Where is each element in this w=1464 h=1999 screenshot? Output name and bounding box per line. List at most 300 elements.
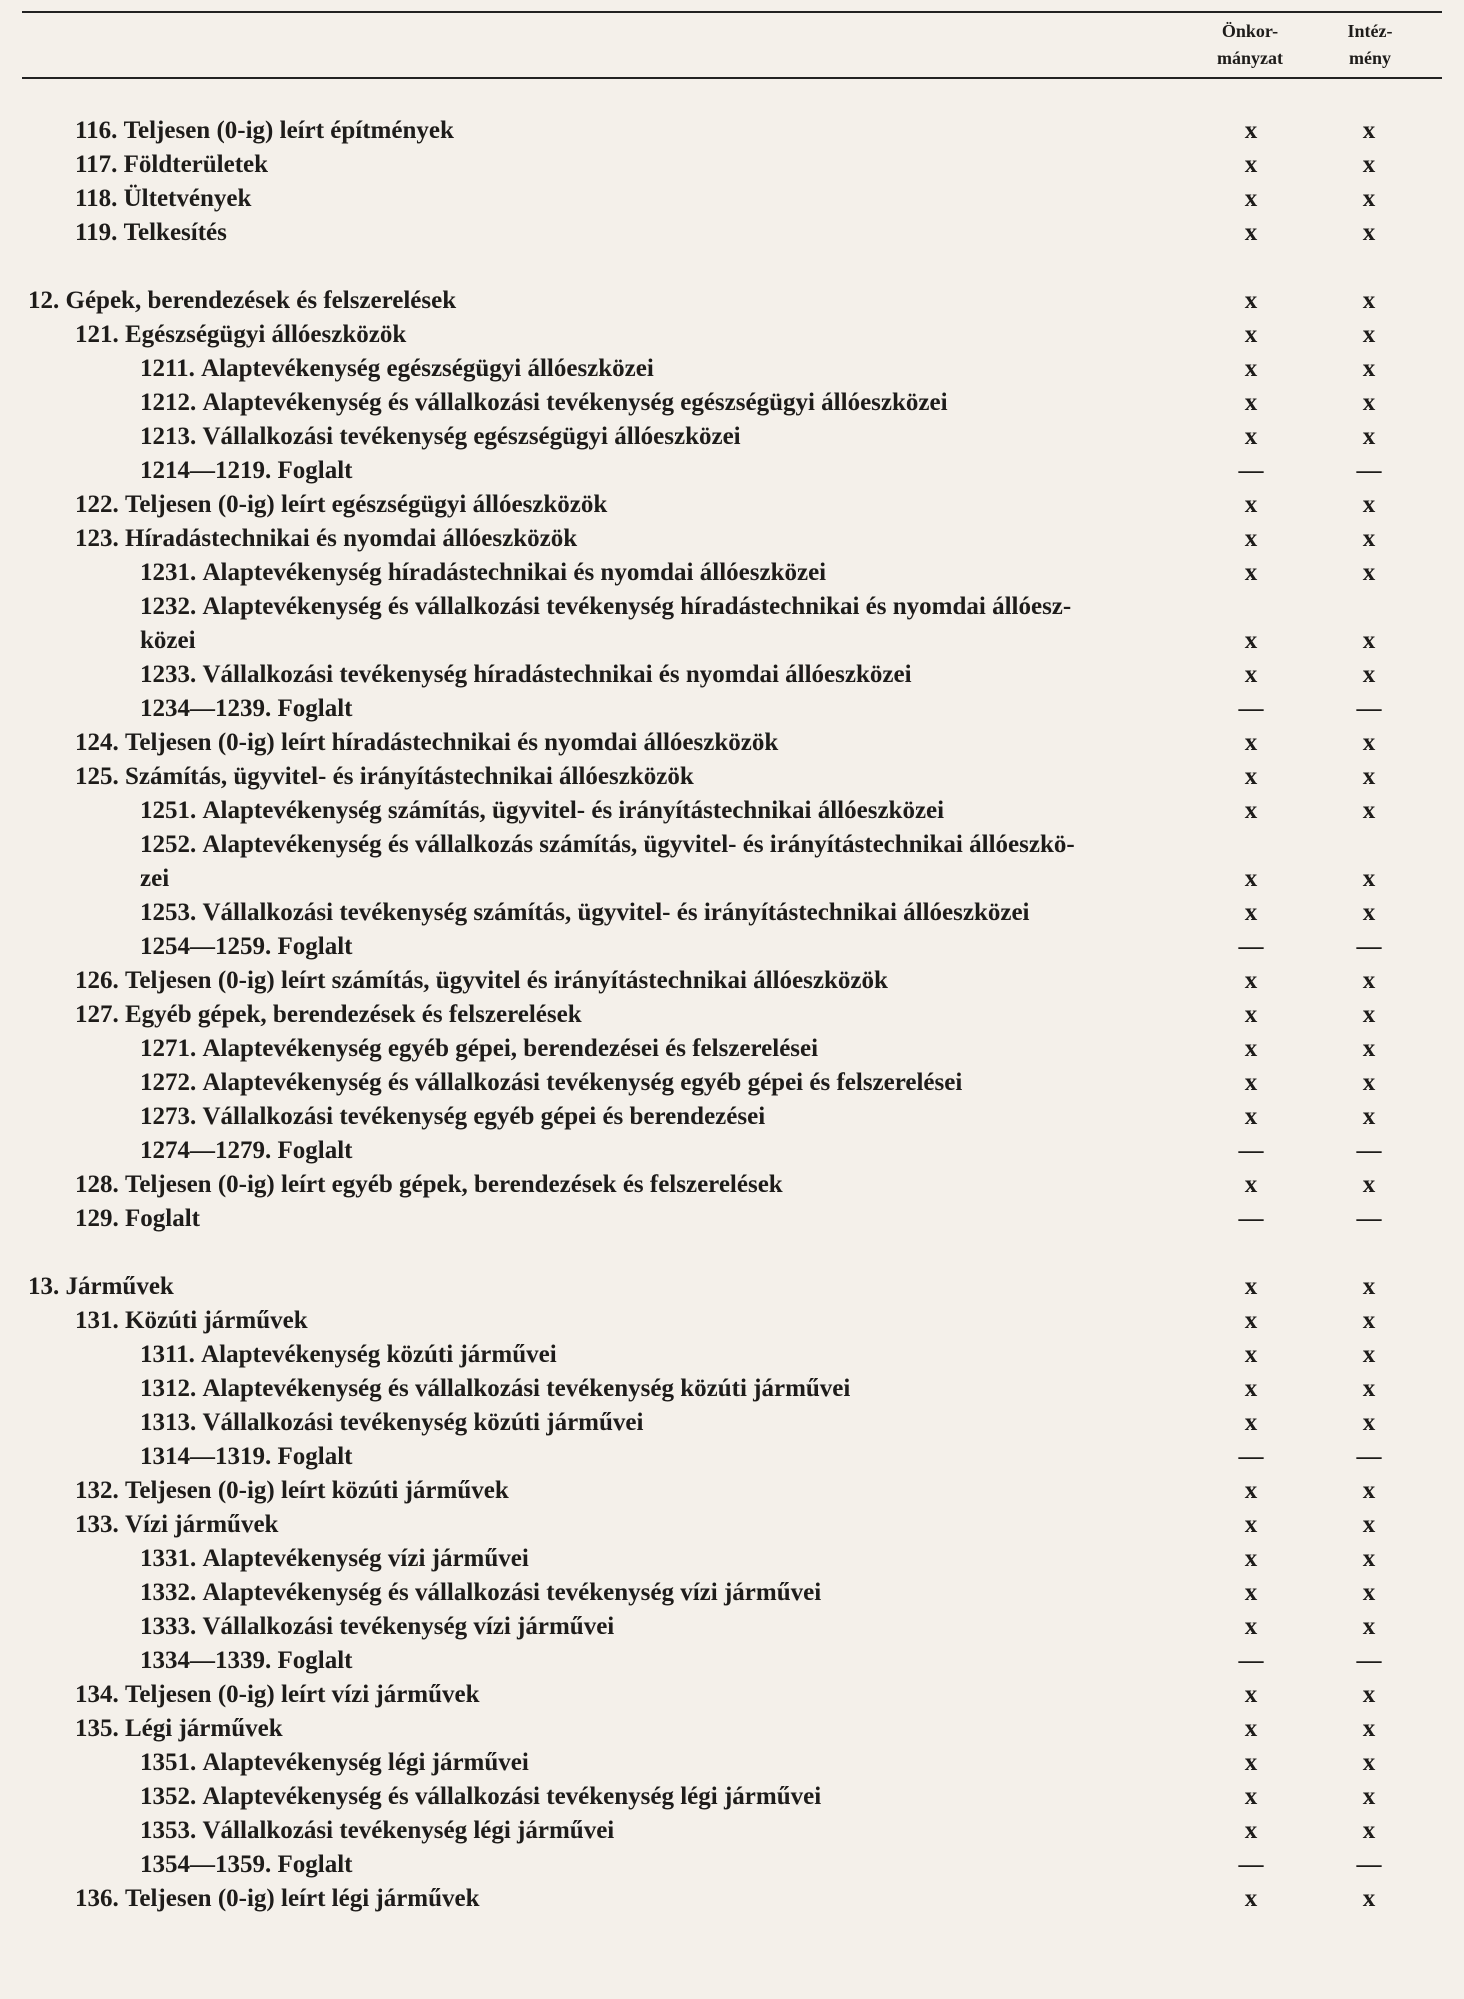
intezmeny-mark: x: [1362, 1273, 1376, 1300]
onkormanyzat-mark: x: [1244, 1783, 1258, 1810]
onkormanyzat-mark: x: [1244, 1817, 1258, 1844]
item-text: Teljesen (0-ig) leírt építmények: [123, 117, 454, 144]
item-label: [75, 1202, 200, 1236]
onkormanyzat-mark: x: [1244, 967, 1258, 994]
intezmeny-mark: x: [1362, 1885, 1376, 1912]
intezmeny-mark: x: [1362, 1681, 1376, 1708]
onkormanyzat-mark: x: [1244, 1681, 1258, 1708]
intezmeny-mark: x: [1362, 1307, 1376, 1334]
item-code: 1254—1259.: [140, 933, 272, 960]
intezmeny-mark: —: [1356, 1851, 1382, 1878]
item-code: 1312.: [140, 1375, 197, 1402]
header-rule: [22, 77, 1442, 79]
intezmeny-mark: x: [1362, 1817, 1376, 1844]
item-text: Légi járművek: [125, 1715, 283, 1742]
list-item: [0, 658, 1464, 692]
intezmeny-mark: x: [1362, 729, 1376, 756]
intezmeny-mark: x: [1362, 1715, 1376, 1742]
item-text: Vállalkozási tevékenység híradástechnikai és nyomdai állóeszközei: [202, 661, 912, 688]
item-text: Alaptevékenység és vállalkozási tevékenység egyéb gépei és felszerelései: [202, 1069, 963, 1096]
item-text: Alaptevékenység légi járművei: [202, 1749, 529, 1776]
list-item: [0, 1746, 1464, 1780]
item-code: 126.: [75, 967, 119, 994]
item-code: 122.: [75, 491, 119, 518]
list-item: [0, 1678, 1464, 1712]
onkormanyzat-mark: x: [1244, 1069, 1258, 1096]
item-code: 1352.: [140, 1783, 197, 1810]
list-item: [0, 590, 1464, 658]
list-item: [0, 1406, 1464, 1440]
list-item: [0, 454, 1464, 488]
item-label: [140, 1406, 643, 1440]
top-rule: [22, 11, 1442, 13]
intezmeny-mark: x: [1362, 559, 1376, 586]
item-text: Földterületek: [123, 151, 269, 178]
item-text: Alaptevékenység egészségügyi állóeszközei: [201, 355, 654, 382]
onkormanyzat-mark: x: [1244, 1477, 1258, 1504]
item-text: Alaptevékenység vízi járművei: [202, 1545, 529, 1572]
item-code: 119.: [75, 219, 118, 246]
intezmeny-mark: x: [1362, 1613, 1376, 1640]
item-label: [140, 1780, 821, 1814]
intezmeny-mark: x: [1362, 185, 1376, 212]
item-text: Alaptevékenység és vállalkozási tevékenység vízi járművei: [202, 1579, 822, 1606]
item-label: [75, 522, 577, 556]
item-code: 1311.: [140, 1341, 195, 1368]
item-code: 135.: [75, 1715, 119, 1742]
onkormanyzat-mark: x: [1244, 1409, 1258, 1436]
onkormanyzat-mark: —: [1238, 1443, 1264, 1470]
item-text: Közúti járművek: [125, 1307, 308, 1334]
onkormanyzat-mark: x: [1244, 627, 1258, 654]
list-item: [0, 1576, 1464, 1610]
item-code: 1272.: [140, 1069, 197, 1096]
onkormanyzat-mark: x: [1244, 729, 1258, 756]
item-code: 1232.: [140, 593, 197, 620]
item-label: [140, 1032, 818, 1066]
list-item: [0, 1610, 1464, 1644]
list-item: [0, 828, 1464, 896]
item-text: Vízi járművek: [125, 1511, 279, 1538]
intezmeny-mark: x: [1362, 1783, 1376, 1810]
item-code: 125.: [75, 763, 119, 790]
list-item: [0, 1202, 1464, 1236]
item-label: [75, 1508, 278, 1542]
list-item: [0, 1032, 1464, 1066]
item-label: [140, 1372, 850, 1406]
item-label: [75, 148, 268, 182]
item-text: Teljesen (0-ig) leírt híradástechnikai és nyomdai állóeszközök: [125, 729, 779, 756]
onkormanyzat-mark: x: [1244, 219, 1258, 246]
item-label: [75, 760, 694, 794]
list-item: [0, 1882, 1464, 1916]
item-label: [140, 896, 1030, 930]
account-list: [0, 114, 1464, 1916]
onkormanyzat-mark: x: [1244, 559, 1258, 586]
item-code: 136.: [75, 1885, 119, 1912]
onkormanyzat-mark: x: [1244, 525, 1258, 552]
item-label: [75, 1882, 480, 1916]
list-item: [0, 148, 1464, 182]
list-item: [0, 1780, 1464, 1814]
item-text: Alaptevékenység híradástechnikai és nyomdai állóeszközei: [202, 559, 827, 586]
list-item: [0, 1304, 1464, 1338]
intezmeny-mark: x: [1362, 355, 1376, 382]
item-text: Vállalkozási tevékenység számítás, ügyvitel- és irányítástechnikai állóeszközei: [202, 899, 1030, 926]
onkormanyzat-mark: x: [1244, 117, 1258, 144]
item-label: [75, 998, 582, 1032]
item-text: Foglalt: [277, 695, 353, 722]
onkormanyzat-mark: x: [1244, 797, 1258, 824]
item-label: [140, 1066, 962, 1100]
item-text: Alaptevékenység és vállalkozási tevékenység híradástechnikai és nyomdai állóesz-: [202, 593, 1072, 620]
list-item: [0, 1542, 1464, 1576]
list-item: [0, 1474, 1464, 1508]
list-item: [0, 794, 1464, 828]
intezmeny-mark: —: [1356, 1205, 1382, 1232]
item-code: 133.: [75, 1511, 119, 1538]
item-text: Alaptevékenység és vállalkozási tevékenység légi járművei: [202, 1783, 822, 1810]
item-code: 129.: [75, 1205, 119, 1232]
item-code: 117.: [75, 151, 118, 178]
onkormanyzat-mark: x: [1244, 1511, 1258, 1538]
list-item: [0, 1848, 1464, 1882]
item-label: [75, 1168, 783, 1202]
onkormanyzat-mark: x: [1244, 1579, 1258, 1606]
intezmeny-mark: x: [1362, 219, 1376, 246]
item-code: 1214—1219.: [140, 457, 272, 484]
onkormanyzat-mark: x: [1244, 355, 1258, 382]
item-code: 134.: [75, 1681, 119, 1708]
item-text: Foglalt: [277, 1443, 353, 1470]
intezmeny-mark: —: [1356, 1443, 1382, 1470]
intezmeny-mark: x: [1362, 865, 1376, 892]
list-item: [0, 386, 1464, 420]
item-text: Híradástechnikai és nyomdai állóeszközök: [125, 525, 578, 552]
item-text: Járművek: [65, 1273, 174, 1300]
intezmeny-mark: x: [1362, 1579, 1376, 1606]
item-text: Vállalkozási tevékenység vízi járművei: [202, 1613, 615, 1640]
item-code: 132.: [75, 1477, 119, 1504]
intezmeny-mark: x: [1362, 151, 1376, 178]
intezmeny-mark: —: [1356, 1647, 1382, 1674]
item-text: Teljesen (0-ig) leírt vízi járművek: [125, 1681, 480, 1708]
list-item: [0, 760, 1464, 794]
item-code: 1273.: [140, 1103, 197, 1130]
list-item: [0, 1508, 1464, 1542]
item-label: [140, 1848, 353, 1882]
onkormanyzat-mark: —: [1238, 1851, 1264, 1878]
item-text: Ültetvények: [123, 185, 252, 212]
item-text: Foglalt: [277, 1647, 353, 1674]
item-label: [140, 1746, 529, 1780]
item-code: 127.: [75, 1001, 119, 1028]
item-text-continuation: közei: [140, 627, 196, 654]
item-label: [140, 828, 1075, 892]
list-item: [0, 488, 1464, 522]
intezmeny-mark: x: [1362, 525, 1376, 552]
intezmeny-mark: x: [1362, 1375, 1376, 1402]
intezmeny-mark: x: [1362, 389, 1376, 416]
item-label: [140, 556, 826, 590]
list-item: [0, 1440, 1464, 1474]
item-code: 1314—1319.: [140, 1443, 272, 1470]
item-code: 1231.: [140, 559, 197, 586]
item-label: [75, 964, 888, 998]
intezmeny-mark: x: [1362, 1171, 1376, 1198]
item-code: 1331.: [140, 1545, 197, 1572]
item-text: Foglalt: [277, 457, 353, 484]
list-item: [0, 726, 1464, 760]
intezmeny-mark: —: [1356, 457, 1382, 484]
list-item: [0, 1100, 1464, 1134]
item-label: [75, 318, 406, 352]
intezmeny-mark: —: [1356, 933, 1382, 960]
onkormanyzat-mark: x: [1244, 287, 1258, 314]
onkormanyzat-mark: x: [1244, 1613, 1258, 1640]
item-code: 128.: [75, 1171, 119, 1198]
item-code: 1313.: [140, 1409, 197, 1436]
onkormanyzat-mark: x: [1244, 1545, 1258, 1572]
onkormanyzat-mark: —: [1238, 1647, 1264, 1674]
onkormanyzat-mark: x: [1244, 865, 1258, 892]
item-label: [75, 1678, 480, 1712]
intezmeny-mark: x: [1362, 321, 1376, 348]
item-text: Foglalt: [125, 1205, 200, 1232]
item-text: Foglalt: [277, 1137, 353, 1164]
list-item: [0, 522, 1464, 556]
item-label: [140, 794, 944, 828]
item-label: [75, 1474, 509, 1508]
item-label: [140, 1100, 765, 1134]
item-label: [140, 1814, 614, 1848]
item-code: 1211.: [140, 355, 195, 382]
onkormanyzat-mark: x: [1244, 1341, 1258, 1368]
onkormanyzat-mark: x: [1244, 321, 1258, 348]
intezmeny-mark: x: [1362, 1001, 1376, 1028]
item-code: 1252.: [140, 831, 197, 858]
list-item: [0, 1270, 1464, 1304]
item-label: [75, 182, 251, 216]
list-item: [0, 114, 1464, 148]
intezmeny-mark: x: [1362, 491, 1376, 518]
intezmeny-mark: x: [1362, 1035, 1376, 1062]
section-spacer: [0, 250, 1464, 284]
onkormanyzat-mark: x: [1244, 491, 1258, 518]
item-code: 1212.: [140, 389, 197, 416]
onkormanyzat-mark: x: [1244, 1885, 1258, 1912]
item-text: Egyéb gépek, berendezések és felszerelések: [125, 1001, 582, 1028]
onkormanyzat-mark: —: [1238, 695, 1264, 722]
item-text: Számítás, ügyvitel- és irányítástechnikai állóeszközök: [125, 763, 694, 790]
onkormanyzat-mark: x: [1244, 1749, 1258, 1776]
item-label: [140, 386, 948, 420]
intezmeny-mark: x: [1362, 1749, 1376, 1776]
list-item: [0, 1134, 1464, 1168]
item-code: 118.: [75, 185, 118, 212]
item-text: Alaptevékenység számítás, ügyvitel- és irányítástechnikai állóeszközei: [202, 797, 945, 824]
item-label: [75, 216, 227, 250]
item-text: Telkesítés: [123, 219, 227, 246]
list-item: [0, 998, 1464, 1032]
intezmeny-mark: x: [1362, 797, 1376, 824]
list-item: [0, 1372, 1464, 1406]
item-text: Vállalkozási tevékenység egészségügyi állóeszközei: [202, 423, 741, 450]
list-item: [0, 692, 1464, 726]
list-item: [0, 352, 1464, 386]
list-item: [0, 964, 1464, 998]
item-code: 1253.: [140, 899, 197, 926]
intezmeny-mark: x: [1362, 117, 1376, 144]
item-label: [75, 1304, 308, 1338]
item-label: [28, 284, 456, 318]
item-label: [140, 420, 741, 454]
item-text: Vállalkozási tevékenység légi járművei: [202, 1817, 615, 1844]
item-text-continuation: zei: [140, 865, 170, 892]
item-text: Alaptevékenység és vállalkozási tevékenység egészségügyi állóeszközei: [202, 389, 948, 416]
list-item: [0, 420, 1464, 454]
intezmeny-mark: x: [1362, 423, 1376, 450]
section-spacer: [0, 1236, 1464, 1270]
list-item: [0, 930, 1464, 964]
onkormanyzat-mark: —: [1238, 1137, 1264, 1164]
column-header-line: mányzat: [1217, 48, 1283, 68]
list-item: [0, 1712, 1464, 1746]
item-label: [140, 454, 353, 488]
intezmeny-mark: x: [1362, 763, 1376, 790]
onkormanyzat-mark: x: [1244, 423, 1258, 450]
list-item: [0, 1814, 1464, 1848]
onkormanyzat-mark: x: [1244, 1715, 1258, 1742]
item-text: Vállalkozási tevékenység közúti járművei: [202, 1409, 644, 1436]
item-code: 1334—1339.: [140, 1647, 272, 1674]
item-label: [140, 1610, 614, 1644]
item-code: 1234—1239.: [140, 695, 272, 722]
item-label: [140, 1440, 353, 1474]
list-item: [0, 216, 1464, 250]
item-label: [140, 1134, 353, 1168]
item-label: [140, 930, 353, 964]
item-text: Alaptevékenység és vállalkozás számítás, ügyvitel- és irányítástechnikai állóeszkö-: [202, 831, 1075, 858]
item-code: 131.: [75, 1307, 119, 1334]
item-text: Vállalkozási tevékenység egyéb gépei és berendezései: [202, 1103, 766, 1130]
item-label: [75, 1712, 283, 1746]
intezmeny-mark: x: [1362, 661, 1376, 688]
item-label: [140, 1576, 821, 1610]
item-code: 123.: [75, 525, 119, 552]
item-text: Alaptevékenység közúti járművei: [201, 1341, 557, 1368]
list-item: [0, 896, 1464, 930]
item-text: Foglalt: [277, 1851, 353, 1878]
intezmeny-mark: —: [1356, 1137, 1382, 1164]
item-text: Alaptevékenység egyéb gépei, berendezései és felszerelései: [202, 1035, 819, 1062]
item-text: Egészségügyi állóeszközök: [125, 321, 407, 348]
item-label: [140, 590, 1072, 654]
item-label: [140, 352, 654, 386]
intezmeny-mark: x: [1362, 1103, 1376, 1130]
intezmeny-mark: x: [1362, 1069, 1376, 1096]
item-code: 1332.: [140, 1579, 197, 1606]
onkormanyzat-mark: x: [1244, 1375, 1258, 1402]
list-item: [0, 318, 1464, 352]
list-item: [0, 556, 1464, 590]
item-label: [75, 726, 778, 760]
intezmeny-mark: —: [1356, 695, 1382, 722]
item-label: [75, 114, 454, 148]
intezmeny-mark: x: [1362, 899, 1376, 926]
item-code: 1274—1279.: [140, 1137, 272, 1164]
item-code: 124.: [75, 729, 119, 756]
onkormanyzat-mark: x: [1244, 899, 1258, 926]
column-header-line: mény: [1349, 48, 1391, 68]
onkormanyzat-mark: x: [1244, 1035, 1258, 1062]
onkormanyzat-mark: x: [1244, 151, 1258, 178]
item-code: 1233.: [140, 661, 197, 688]
onkormanyzat-mark: x: [1244, 1001, 1258, 1028]
intezmeny-mark: x: [1362, 1477, 1376, 1504]
intezmeny-mark: x: [1362, 967, 1376, 994]
item-text: Gépek, berendezések és felszerelések: [65, 287, 457, 314]
column-header-line: Intéz-: [1347, 21, 1393, 41]
onkormanyzat-mark: x: [1244, 185, 1258, 212]
onkormanyzat-mark: x: [1244, 1307, 1258, 1334]
item-code: 12.: [28, 287, 60, 314]
item-text: Teljesen (0-ig) leírt közúti járművek: [125, 1477, 509, 1504]
column-header-onkormanyzat: [1190, 18, 1310, 72]
item-code: 1351.: [140, 1749, 197, 1776]
item-text: Teljesen (0-ig) leírt egészségügyi állóeszközök: [125, 491, 608, 518]
onkormanyzat-mark: x: [1244, 1103, 1258, 1130]
item-text: Teljesen (0-ig) leírt egyéb gépek, berendezések és felszerelések: [125, 1171, 783, 1198]
column-header-line: Önkor-: [1221, 21, 1279, 41]
item-code: 1251.: [140, 797, 197, 824]
item-text: Alaptevékenység és vállalkozási tevékenység közúti járművei: [202, 1375, 851, 1402]
list-item: [0, 284, 1464, 318]
item-label: [28, 1270, 174, 1304]
list-item: [0, 1168, 1464, 1202]
onkormanyzat-mark: —: [1238, 1205, 1264, 1232]
onkormanyzat-mark: x: [1244, 1273, 1258, 1300]
item-label: [140, 1542, 529, 1576]
intezmeny-mark: x: [1362, 287, 1376, 314]
item-code: 1213.: [140, 423, 197, 450]
item-text: Teljesen (0-ig) leírt légi járművek: [125, 1885, 480, 1912]
item-code: 116.: [75, 117, 118, 144]
item-label: [140, 658, 912, 692]
item-code: 13.: [28, 1273, 60, 1300]
list-item: [0, 1338, 1464, 1372]
item-code: 1333.: [140, 1613, 197, 1640]
intezmeny-mark: x: [1362, 1545, 1376, 1572]
item-label: [140, 1338, 557, 1372]
onkormanyzat-mark: x: [1244, 1171, 1258, 1198]
onkormanyzat-mark: —: [1238, 933, 1264, 960]
item-label: [75, 488, 607, 522]
intezmeny-mark: x: [1362, 1511, 1376, 1538]
item-code: 1353.: [140, 1817, 197, 1844]
list-item: [0, 1644, 1464, 1678]
item-code: 1271.: [140, 1035, 197, 1062]
item-label: [140, 1644, 353, 1678]
intezmeny-mark: x: [1362, 627, 1376, 654]
intezmeny-mark: x: [1362, 1341, 1376, 1368]
list-item: [0, 1066, 1464, 1100]
onkormanyzat-mark: —: [1238, 457, 1264, 484]
item-code: 1354—1359.: [140, 1851, 272, 1878]
item-code: 121.: [75, 321, 119, 348]
item-text: Foglalt: [277, 933, 353, 960]
item-text: Teljesen (0-ig) leírt számítás, ügyvitel és irányítástechnikai állóeszközök: [125, 967, 888, 994]
